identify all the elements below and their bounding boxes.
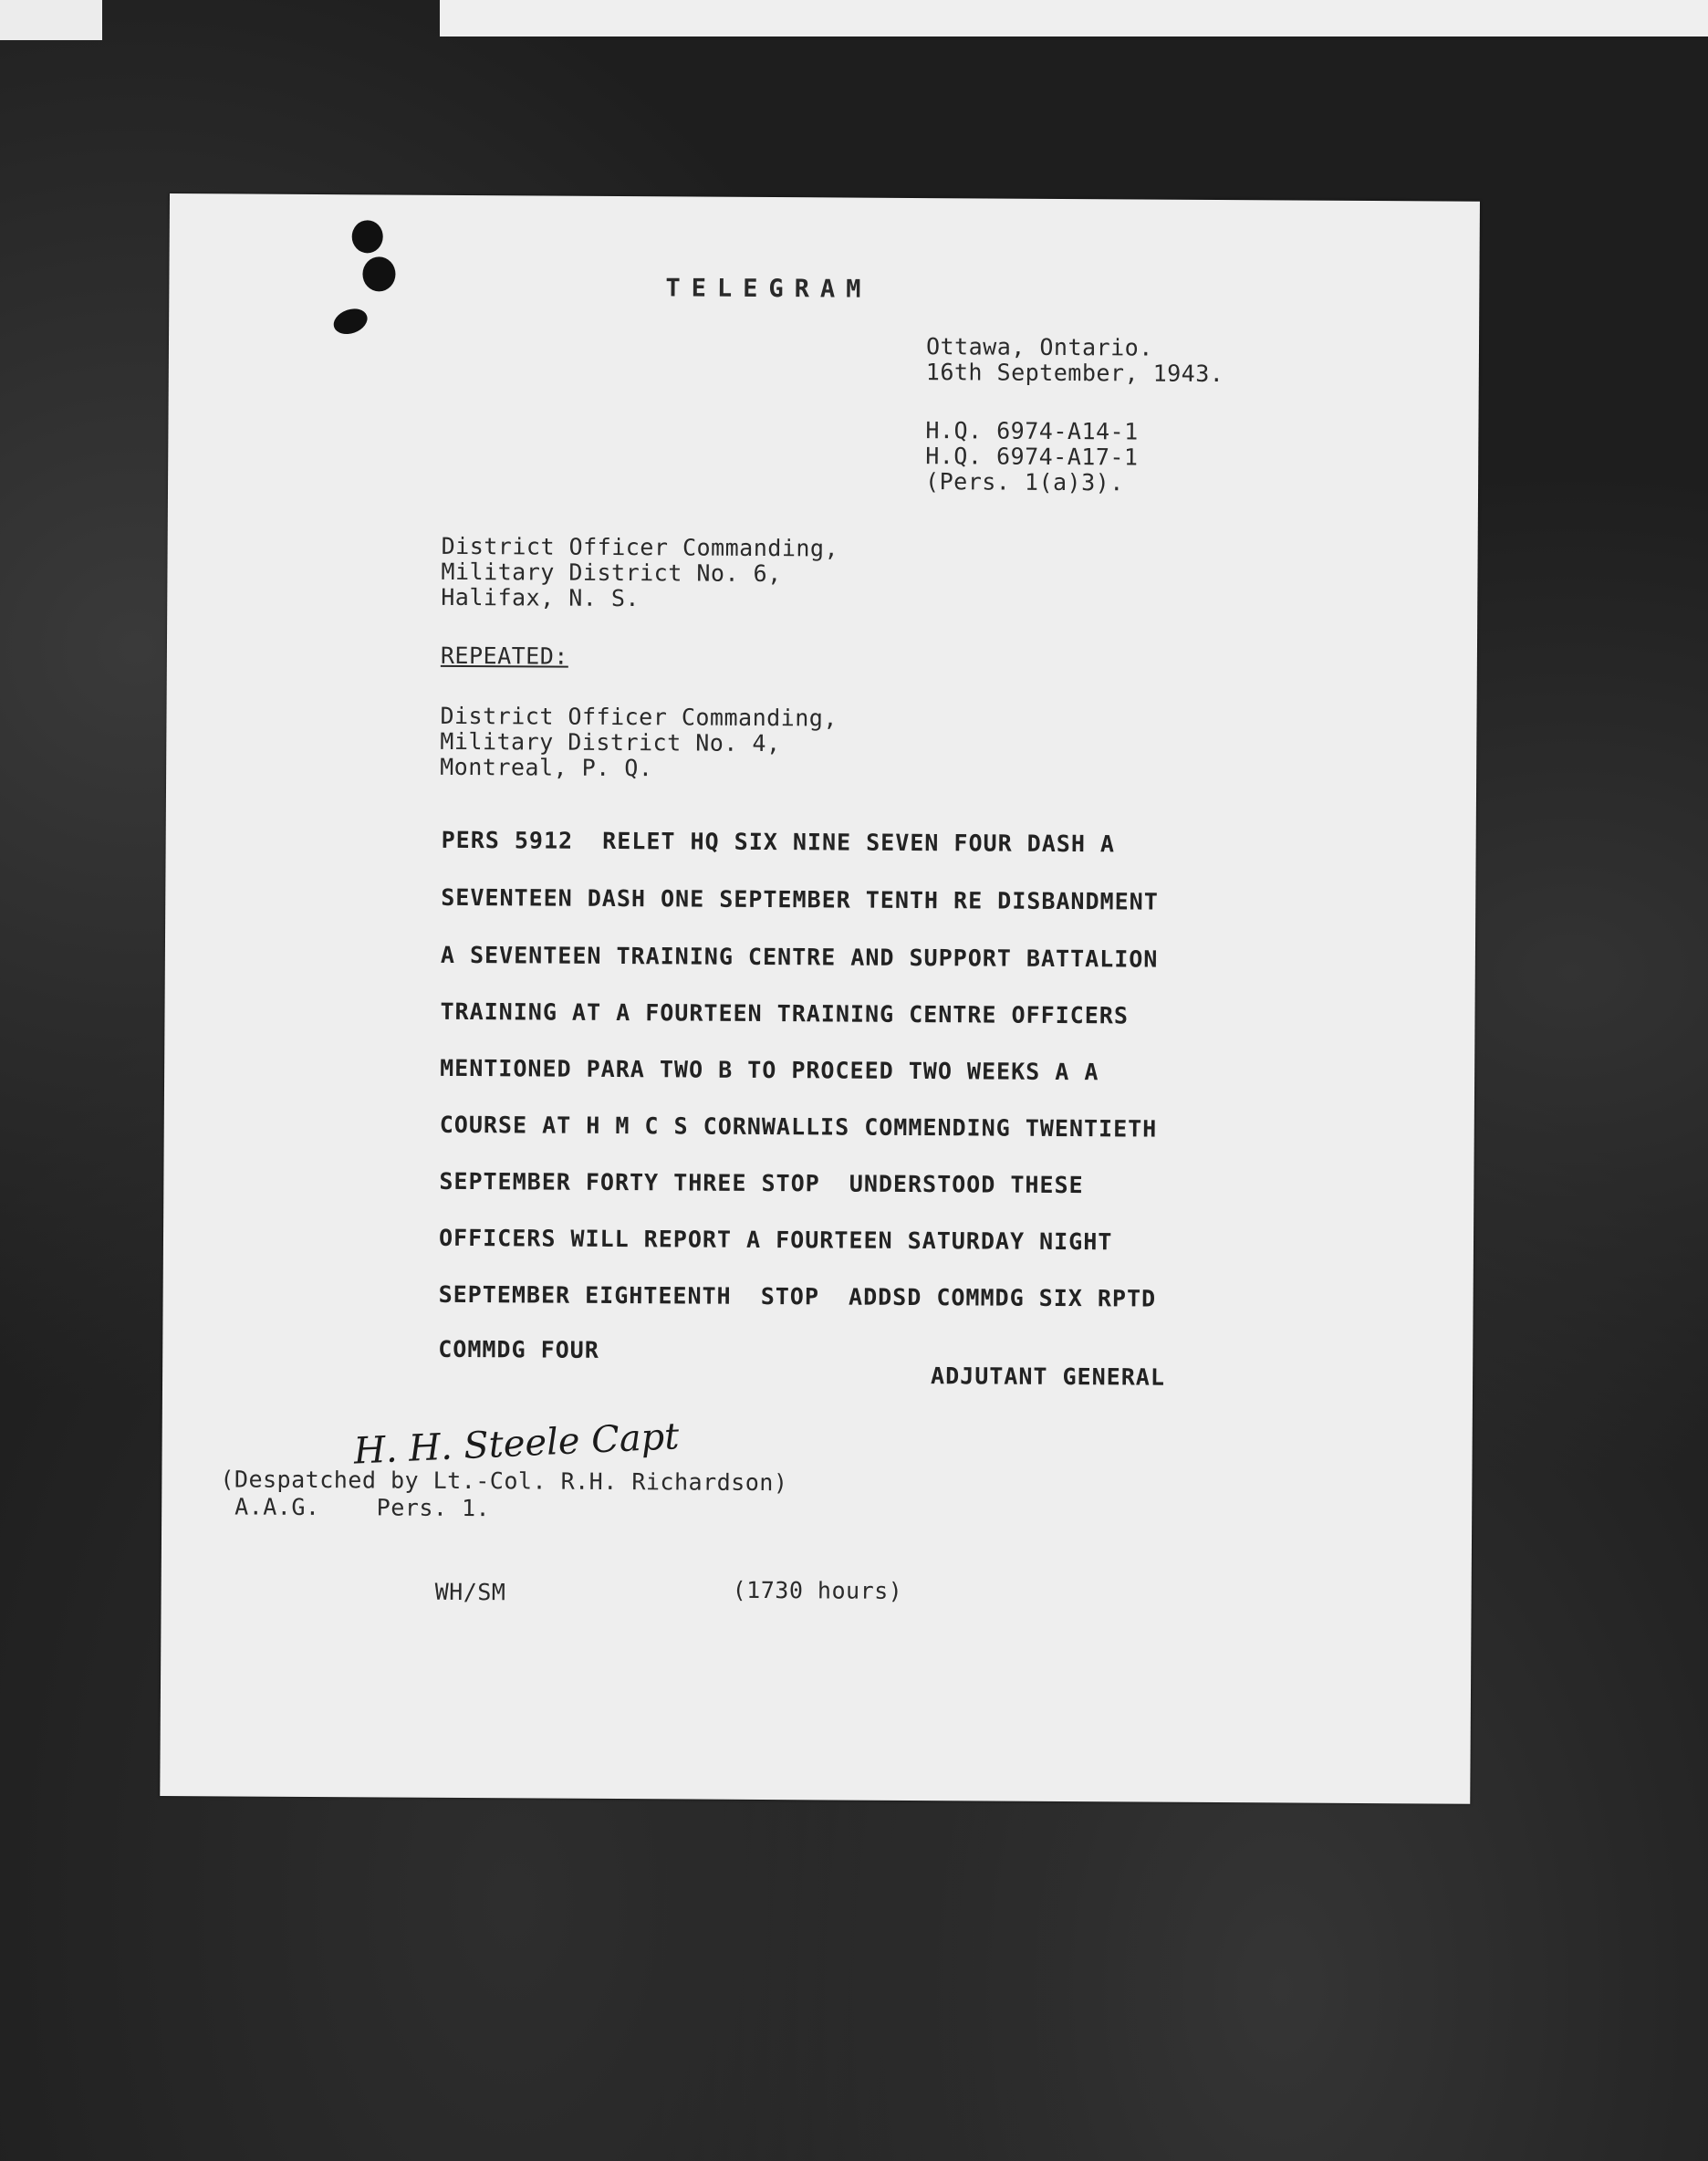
body-line-7: SEPTEMBER FORTY THREE STOP UNDERSTOOD THESE [439,1167,1084,1199]
repeated-label: REPEATED: [440,642,568,670]
body-line-5: MENTIONED PARA TWO B TO PROCEED TWO WEEKS A A [440,1054,1099,1086]
punch-hole-2 [362,256,395,291]
body-line-3: A SEVENTEEN TRAINING CENTRE AND SUPPORT BATTALION [440,941,1159,973]
despatch-line-1: (Despatched by Lt.-Col. R.H. Richardson) [220,1466,788,1497]
body-line-4: TRAINING AT A FOURTEEN TRAINING CENTRE OFFICERS [440,997,1130,1029]
despatch-line-2: A.A.G. Pers. 1. [234,1493,491,1522]
body-line-9: SEPTEMBER EIGHTEENTH STOP ADDSD COMMDG SIX RPTD [438,1280,1157,1312]
addressee-line-3: Halifax, N. S. [441,583,640,612]
handwritten-signature: H. H. Steele Capt [352,1415,681,1473]
punch-hole-3 [330,305,371,339]
addressee-line-2: Military District No. 6, [441,558,782,588]
place-line: Ottawa, Ontario. [925,333,1153,361]
date-line: 16th September, 1943. [925,359,1224,388]
file-ref-2: H.Q. 6974-A17-1 [925,443,1139,471]
body-line-8: OFFICERS WILL REPORT A FOURTEEN SATURDAY NIGHT [438,1224,1113,1256]
body-line-10: COMMDG FOUR [438,1335,599,1363]
typist-initials: WH/SM [434,1578,506,1606]
document-title: TELEGRAM [665,274,872,304]
addressee-line-1: District Officer Commanding, [441,532,839,562]
adjacent-page-edge-left [0,0,102,40]
repeated-line-3: Montreal, P. Q. [440,753,653,782]
body-line-6: COURSE AT H M C S CORNWALLIS COMMENDING TWENTIETH [439,1111,1158,1143]
despatch-time: (1730 hours) [732,1576,903,1604]
body-line-2: SEVENTEEN DASH ONE SEPTEMBER TENTH RE DISBANDMENT [441,883,1159,915]
file-ref-3: (Pers. 1(a)3). [924,468,1124,496]
repeated-line-2: Military District No. 4, [440,727,781,757]
sender-signoff: ADJUTANT GENERAL [931,1362,1166,1391]
file-ref-1: H.Q. 6974-A14-1 [925,417,1139,445]
punch-hole-1 [352,220,383,253]
repeated-line-1: District Officer Commanding, [440,702,838,732]
body-line-1: PERS 5912 RELET HQ SIX NINE SEVEN FOUR DASH A [441,826,1116,858]
adjacent-page-edge-top [440,0,1708,37]
telegram-document [160,193,1480,1804]
